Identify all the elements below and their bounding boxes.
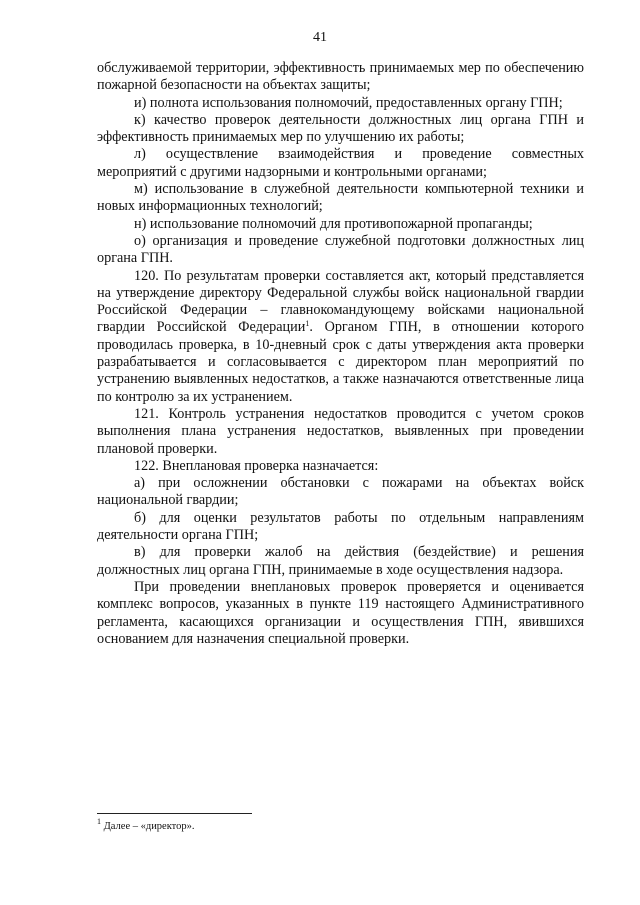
list-item-m: м) использование в служебной деятельности компьютерной техники и новых информационных технологий;: [97, 181, 584, 215]
list-item-l: л) осуществление взаимодействия и проведение совместных мероприятий с другими надзорными и контрольными органами;: [97, 146, 584, 180]
list-item-i: и) полнота использования полномочий, предоставленных органу ГПН;: [134, 94, 563, 111]
list-item-k: к) качество проверок деятельности должностных лиц органа ГПН и эффективность принимаемых мер по улучшению их работы;: [97, 111, 584, 146]
footnote-text: Далее – «директор».: [101, 821, 195, 832]
list-item-b: б) для оценки результатов работы по отдельным направлениям деятельности органа ГПН;: [97, 509, 584, 544]
footnote-divider: [97, 813, 252, 814]
document-body: [97, 60, 584, 648]
footnote-reference: 1: [305, 319, 310, 329]
list-item-o: о) организация и проведение служебной подготовки должностных лиц органа ГПН.: [97, 232, 584, 267]
paragraph-unscheduled-checks: При проведении внеплановых проверок проверяется и оценивается комплекс вопросов, указанных в пункте 119 настоящего Административного регламента, касающихся организации и осуществления ГПН, явившихся основанием для назначения специальной проверки.: [97, 578, 584, 647]
footnote: [97, 817, 584, 833]
page-number: 41: [313, 30, 327, 45]
list-item-n: н) использование полномочий для противопожарной пропаганды;: [134, 215, 533, 232]
list-item-v: в) для проверки жалоб на действия (бездействие) и решения должностных лиц органа ГПН, принимаемые в ходе осуществления надзора.: [97, 544, 584, 578]
paragraph-120: [97, 268, 584, 406]
paragraph-120-part-b: . Органом ГПН, в отношении которого проводилась проверка, в 10-дневный срок с даты утверждения акта проверки разрабатывается и согласовывается с директором план мероприятий по устранению выявленных недостатков, а также назначаются ответственные лица по контролю за их устранением.: [97, 319, 584, 405]
footnote-mark: 1: [97, 817, 101, 826]
list-item-a: а) при осложнении обстановки с пожарами на объектах войск национальной гвардии;: [97, 475, 584, 509]
paragraph-122: 122. Внеплановая проверка назначается:: [134, 457, 379, 474]
paragraph-121: 121. Контроль устранения недостатков проводится с учетом сроков выполнения плана устранения недостатков, выявленных при проведении плановой проверки.: [97, 405, 584, 457]
paragraph-120-part-a: 120. По результатам проверки составляется акт, который представляется на утверждение директору Федеральной службы войск национальной гвардии Российской Федерации – главнокомандующему войсками национальной гвардии Российской Федерации: [97, 267, 584, 336]
paragraph-continuation: обслуживаемой территории, эффективность принимаемых мер по обеспечению пожарной безопасности на объектах защиты;: [97, 60, 584, 94]
